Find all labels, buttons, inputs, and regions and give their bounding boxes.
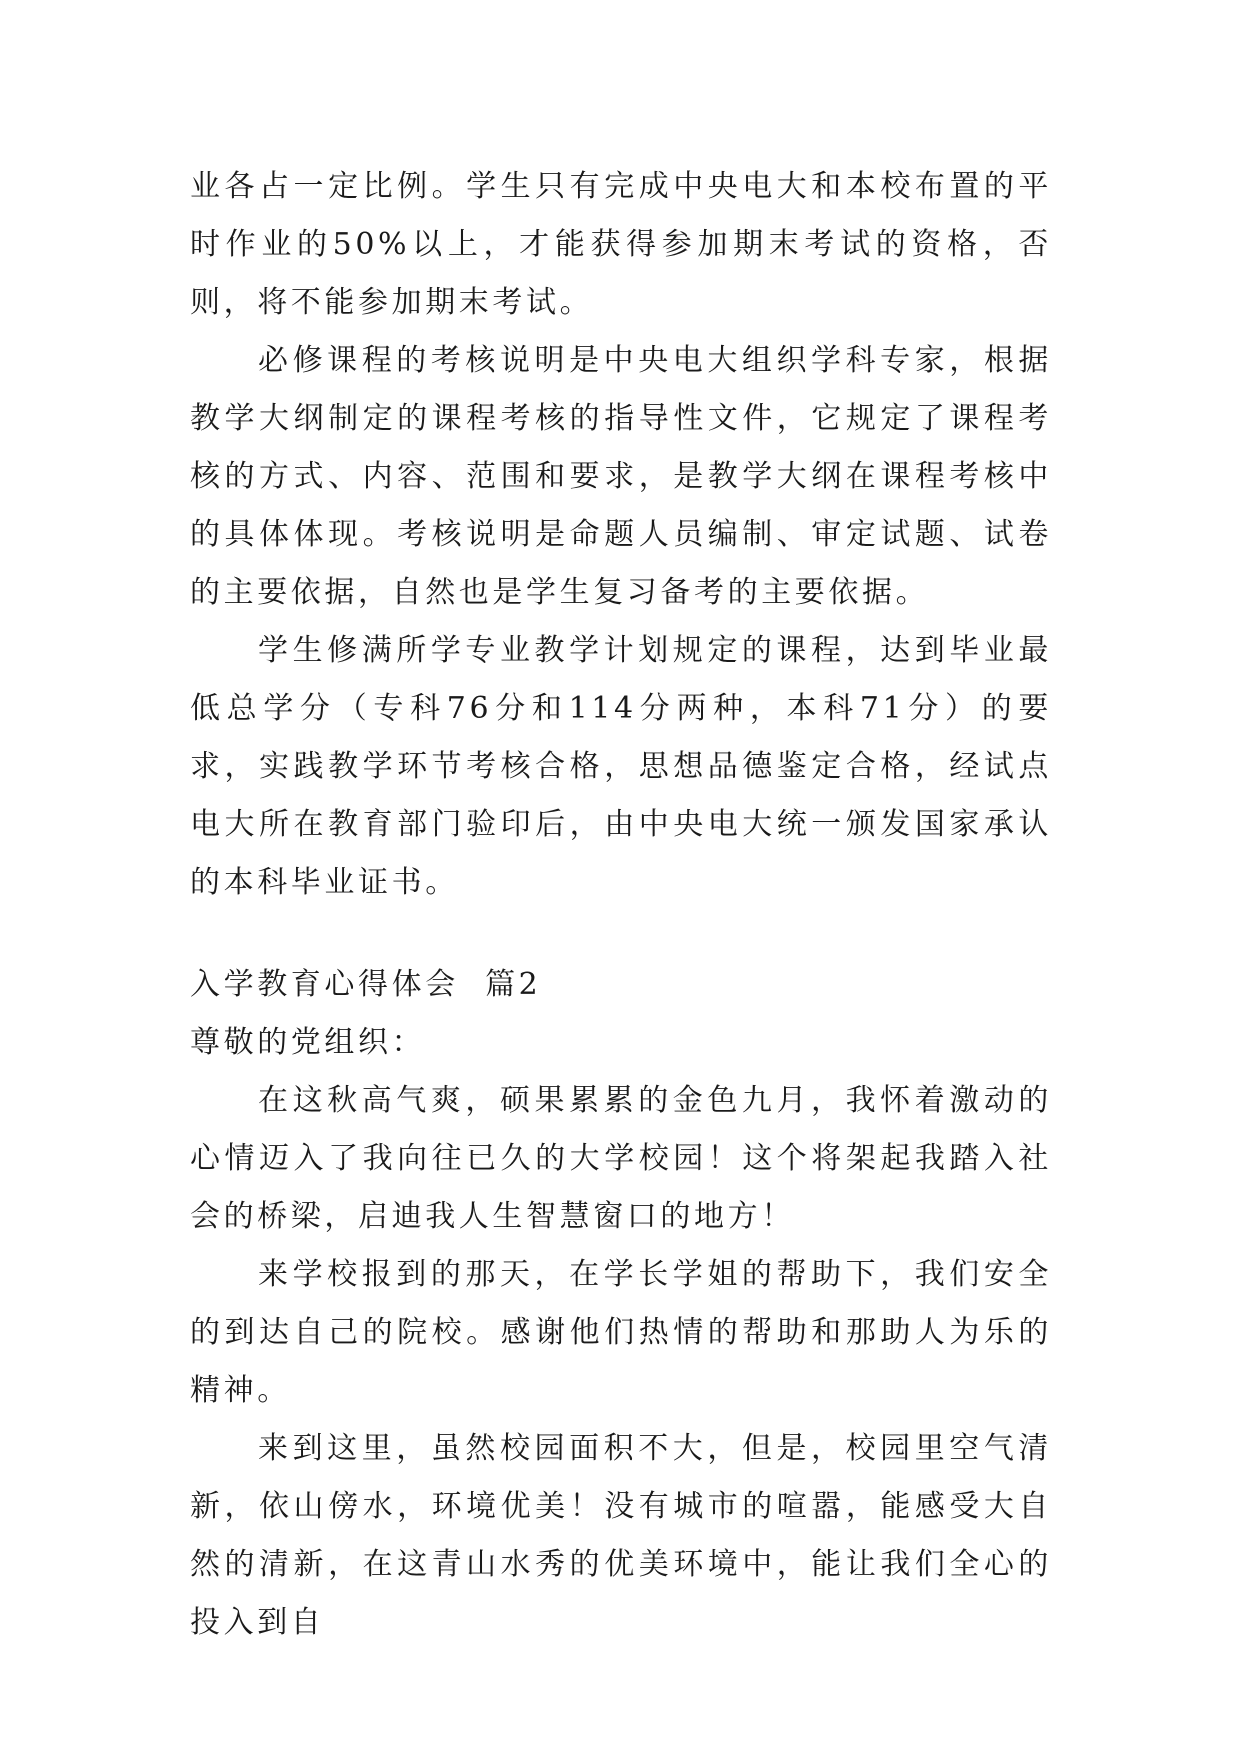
paragraph-graduation: 学生修满所学专业教学计划规定的课程，达到毕业最低总学分（专科76分和114分两种，本科71分）的要求，实践教学环节考核合格，思想品德鉴定合格，经试点电大所在教育部门验印后，由中央电大统一颁发国家承认的本科毕业证书。 — [190, 633, 1052, 900]
paragraph-arrival: 在这秋高气爽，硕果累累的金色九月，我怀着激动的心情迈入了我向往已久的大学校园！这个将架起我踏入社会的桥梁，启迪我人生智慧窗口的地方！ — [190, 1083, 1052, 1234]
document-body — [190, 158, 1052, 1652]
paragraph-campus: 来到这里，虽然校园面积不大，但是，校园里空气清新，依山傍水，环境优美！没有城市的喧嚣，能感受大自然的清新，在这青山水秀的优美环境中，能让我们全心的投入到自 — [190, 1431, 1052, 1640]
paragraph-registration: 来学校报到的那天，在学长学姐的帮助下，我们安全的到达自己的院校。感谢他们热情的帮助和那助人为乐的精神。 — [190, 1257, 1052, 1408]
salutation: 尊敬的党组织： — [190, 1025, 426, 1060]
paragraph-continued: 业各占一定比例。学生只有完成中央电大和本校布置的平时作业的50%以上，才能获得参加期末考试的资格，否则，将不能参加期末考试。 — [190, 169, 1052, 320]
section-title: 入学教育心得体会 篇2 — [190, 967, 542, 1002]
section-spacer — [190, 912, 1052, 956]
paragraph-assessment-notes: 必修课程的考核说明是中央电大组织学科专家，根据教学大纲制定的课程考核的指导性文件，它规定了课程考核的方式、内容、范围和要求，是教学大纲在课程考核中的具体体现。考核说明是命题人员编制、审定试题、试卷的主要依据，自然也是学生复习备考的主要依据。 — [190, 343, 1052, 610]
